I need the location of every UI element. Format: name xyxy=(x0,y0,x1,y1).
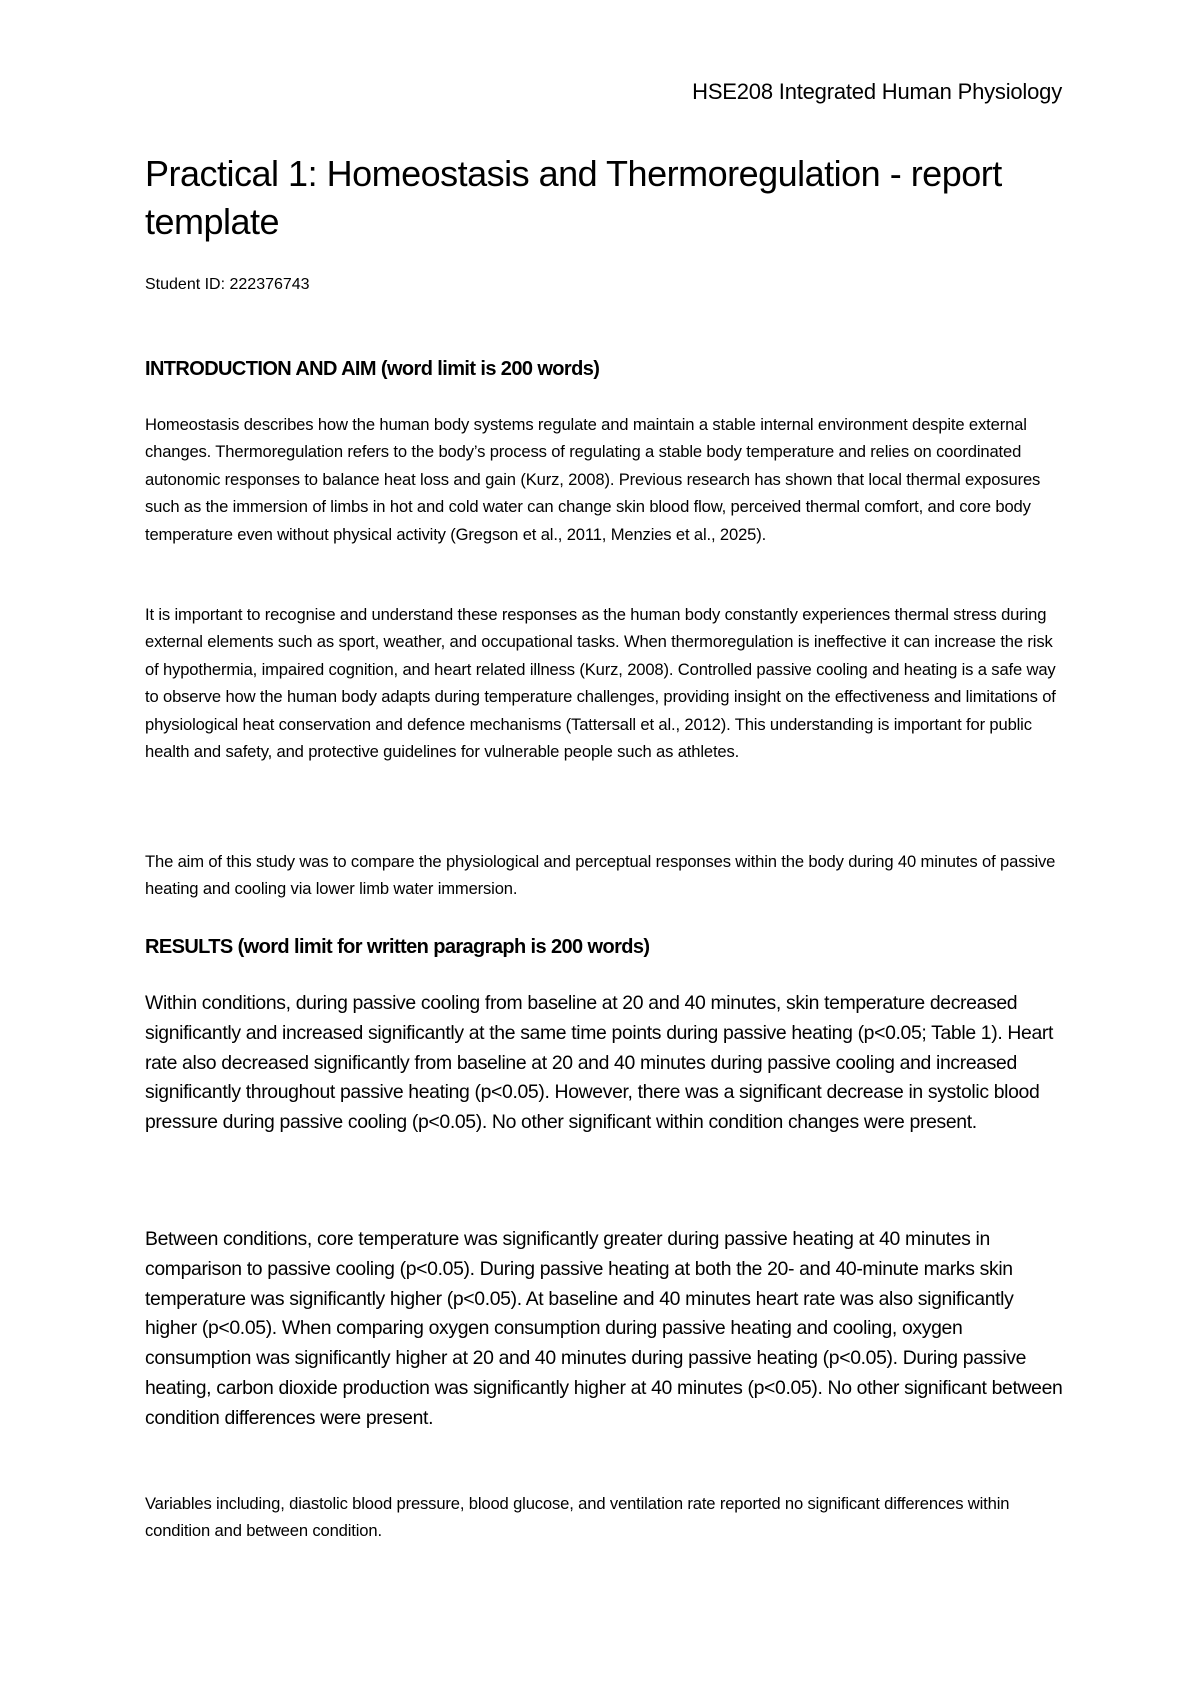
introduction-heading: INTRODUCTION AND AIM (word limit is 200 words) xyxy=(145,358,600,380)
introduction-paragraph-1: Homeostasis describes how the human body systems regulate and maintain a stable internal environment despite external changes. Thermoregulation refers to the body’s process of regulating a stable body temperature and relies on coordinated autonomic responses to balance heat loss and gain (Kurz, 2008). Previous research has shown that local thermal exposures such as the immersion of limbs in hot and cold water can change skin blood flow, perceived thermal comfort, and core body temperature even without physical activity (Gregson et al., 2011, Menzies et al., 2025). xyxy=(145,415,1041,544)
student-id: Student ID: 222376743 xyxy=(145,276,310,293)
results-paragraph-between-conditions: Between conditions, core temperature was significantly greater during passive heating at 40 minutes in comparison to passive cooling (p<0.05). During passive heating at both the 20- and 40-minute marks skin temperature was significantly higher (p<0.05). At baseline and 40 minutes heart rate was also significantly higher (p<0.05). When comparing oxygen consumption during passive heating and cooling, oxygen consumption was significantly higher at 20 and 40 minutes during passive heating (p<0.05). During passive heating, carbon dioxide production was significantly higher at 40 minutes (p<0.05). No other significant between condition differences were present. xyxy=(145,1228,1063,1429)
results-paragraph-variables: Variables including, diastolic blood pressure, blood glucose, and ventilation rate reported no significant differences within condition and between condition. xyxy=(145,1494,1010,1541)
results-paragraph-within-conditions: Within conditions, during passive cooling from baseline at 20 and 40 minutes, skin temperature decreased significantly and increased significantly at the same time points during passive heating (p<0.05; Table 1). Heart rate also decreased significantly from baseline at 20 and 40 minutes during passive cooling and increased significantly throughout passive heating (p<0.05). However, there was a significant decrease in systolic blood pressure during passive cooling (p<0.05). No other significant within condition changes were present. xyxy=(145,992,1054,1134)
introduction-paragraph-2: It is important to recognise and understand these responses as the human body constantly experiences thermal stress during external elements such as sport, weather, and occupational tasks. When thermoregulation is ineffective it can increase the risk of hypothermia, impaired cognition, and heart related illness (Kurz, 2008). Controlled passive cooling and heating is a safe way to observe how the human body adapts during temperature challenges, providing insight on the effectiveness and limitations of physiological heat conservation and defence mechanisms (Tattersall et al., 2012). This understanding is important for public health and safety, and protective guidelines for vulnerable people such as athletes. xyxy=(145,605,1056,762)
course-header: HSE208 Integrated Human Physiology xyxy=(692,79,1062,104)
aim-paragraph: The aim of this study was to compare the physiological and perceptual responses within the body during 40 minutes of passive heating and cooling via lower limb water immersion. xyxy=(145,852,1056,899)
results-heading: RESULTS (word limit for written paragraph is 200 words) xyxy=(145,936,650,958)
document-title: Practical 1: Homeostasis and Thermoregulation - report template xyxy=(145,153,1002,242)
